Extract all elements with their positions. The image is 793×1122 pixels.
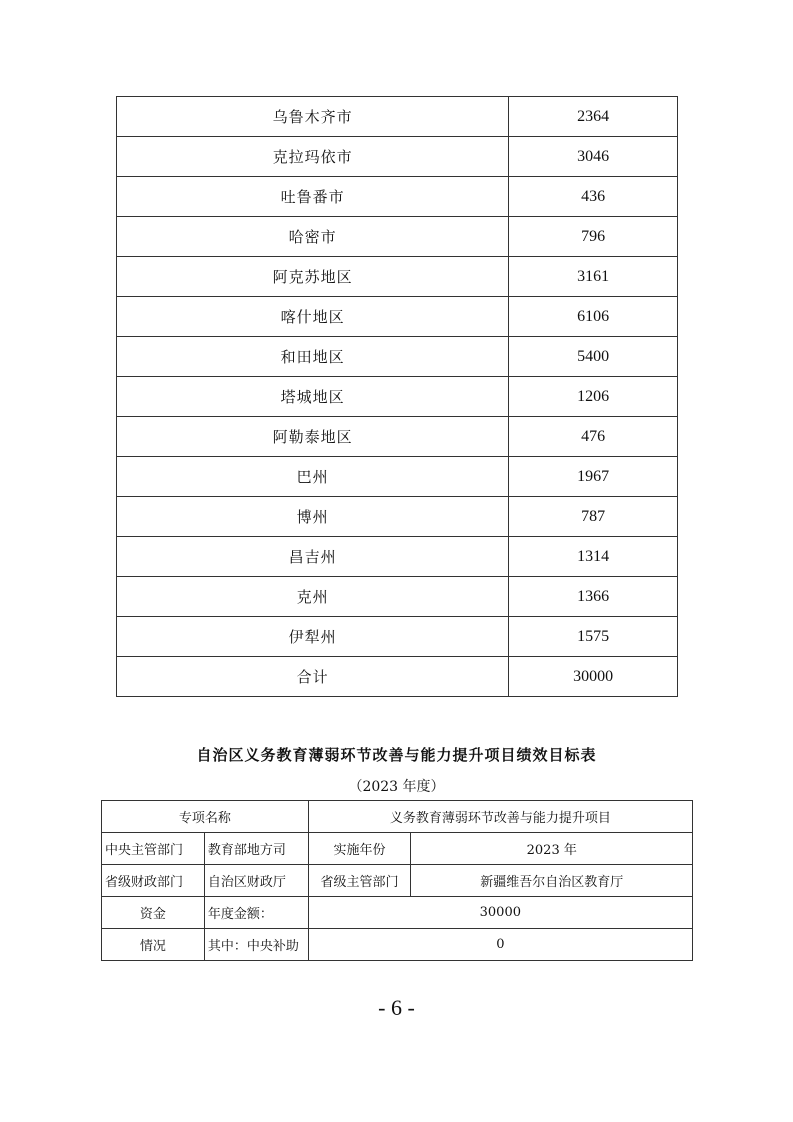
prov-finance-label: 省级财政部门 bbox=[102, 865, 205, 897]
central-subsidy-value: 0 bbox=[308, 929, 692, 961]
amount-cell: 436 bbox=[509, 177, 678, 217]
total-label: 合计 bbox=[117, 657, 509, 697]
table-row bbox=[117, 97, 678, 137]
table-row bbox=[117, 257, 678, 297]
amount-cell: 1967 bbox=[509, 457, 678, 497]
table-row bbox=[117, 137, 678, 177]
amount-cell: 476 bbox=[509, 417, 678, 457]
amount-cell: 6106 bbox=[509, 297, 678, 337]
table-row bbox=[117, 417, 678, 457]
region-cell: 博州 bbox=[117, 497, 509, 537]
region-cell: 塔城地区 bbox=[117, 377, 509, 417]
central-subsidy-label: 其中：中央补助 bbox=[204, 929, 308, 961]
prov-dept-label: 省级主管部门 bbox=[308, 865, 411, 897]
amount-cell: 3046 bbox=[509, 137, 678, 177]
project-name-label: 专项名称 bbox=[102, 801, 309, 833]
section-title: 自治区义务教育薄弱环节改善与能力提升项目绩效目标表 bbox=[196, 746, 597, 764]
table-row bbox=[102, 801, 693, 833]
region-cell: 喀什地区 bbox=[117, 297, 509, 337]
table-row bbox=[117, 577, 678, 617]
status-label: 情况 bbox=[102, 929, 205, 961]
region-cell: 昌吉州 bbox=[117, 537, 509, 577]
amount-cell: 5400 bbox=[509, 337, 678, 377]
amount-cell: 1366 bbox=[509, 577, 678, 617]
table-row bbox=[117, 617, 678, 657]
table-row bbox=[102, 897, 693, 929]
amount-cell: 787 bbox=[509, 497, 678, 537]
region-cell: 巴州 bbox=[117, 457, 509, 497]
annual-amount-label: 年度金额： bbox=[204, 897, 308, 929]
table-row bbox=[117, 537, 678, 577]
table-row bbox=[102, 833, 693, 865]
amount-cell: 1575 bbox=[509, 617, 678, 657]
central-dept-label: 中央主管部门 bbox=[102, 833, 205, 865]
table-row bbox=[117, 177, 678, 217]
project-name-value: 义务教育薄弱环节改善与能力提升项目 bbox=[308, 801, 692, 833]
table-row bbox=[102, 865, 693, 897]
region-cell: 乌鲁木齐市 bbox=[117, 97, 509, 137]
region-cell: 和田地区 bbox=[117, 337, 509, 377]
impl-year-label: 实施年份 bbox=[308, 833, 411, 865]
total-row bbox=[117, 657, 678, 697]
region-cell: 哈密市 bbox=[117, 217, 509, 257]
region-cell: 阿克苏地区 bbox=[117, 257, 509, 297]
amount-cell: 3161 bbox=[509, 257, 678, 297]
amount-cell: 2364 bbox=[509, 97, 678, 137]
amount-cell: 796 bbox=[509, 217, 678, 257]
table-row bbox=[117, 297, 678, 337]
region-cell: 克拉玛依市 bbox=[117, 137, 509, 177]
table-row bbox=[117, 377, 678, 417]
prov-dept-value: 新疆维吾尔自治区教育厅 bbox=[411, 865, 693, 897]
prov-finance-value: 自治区财政厅 bbox=[204, 865, 308, 897]
performance-target-table bbox=[101, 800, 693, 961]
table-row bbox=[117, 217, 678, 257]
table-row bbox=[117, 457, 678, 497]
funds-label: 资金 bbox=[102, 897, 205, 929]
table-row bbox=[117, 497, 678, 537]
amount-cell: 1206 bbox=[509, 377, 678, 417]
allocation-table bbox=[116, 96, 678, 697]
table-row bbox=[117, 337, 678, 377]
amount-cell: 1314 bbox=[509, 537, 678, 577]
total-amount: 30000 bbox=[509, 657, 678, 697]
page-number: - 6 - bbox=[378, 995, 415, 1020]
annual-amount-value: 30000 bbox=[308, 897, 692, 929]
section-subtitle: （2023 年度） bbox=[348, 779, 445, 795]
region-cell: 吐鲁番市 bbox=[117, 177, 509, 217]
impl-year-value: 2023 年 bbox=[411, 833, 693, 865]
region-cell: 伊犁州 bbox=[117, 617, 509, 657]
table-row bbox=[102, 929, 693, 961]
region-cell: 克州 bbox=[117, 577, 509, 617]
region-cell: 阿勒泰地区 bbox=[117, 417, 509, 457]
central-dept-value: 教育部地方司 bbox=[204, 833, 308, 865]
